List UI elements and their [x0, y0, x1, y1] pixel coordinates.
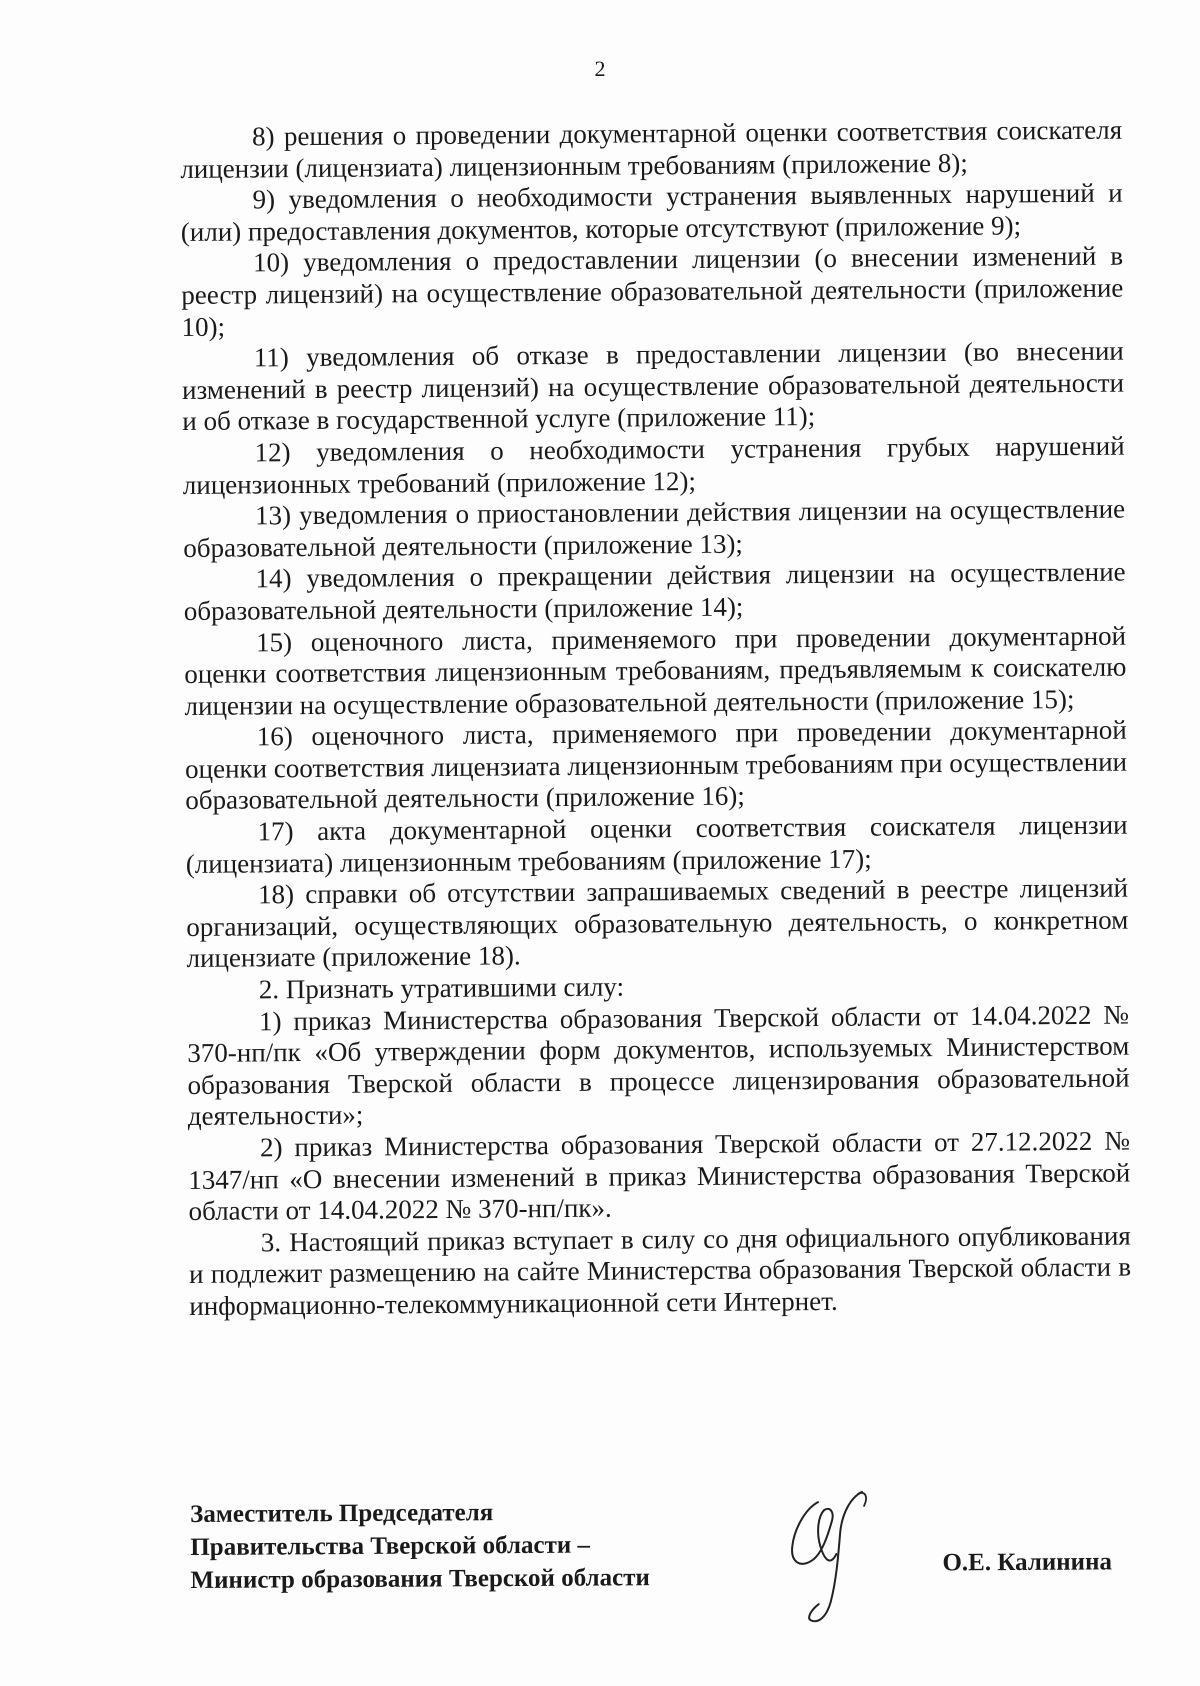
signatory-title — [190, 1495, 650, 1597]
signatory-title-line: Заместитель Председателя — [190, 1499, 494, 1528]
paragraph-repeal-1: 1) приказ Министерства образования Тверской области от 14.04.2022 № 370-нп/пк «Об утверждении форм документов, используемых Министерством образования Тверской области в процессе лицензирования образовательной деятельности»; — [187, 999, 1130, 1132]
paragraph-item-10: 10) уведомления о предоставлении лицензии (о внесении изменений в реестр лицензий) на осуществление образовательной деятельности (приложение 10); — [181, 240, 1124, 342]
paragraph-item-12: 12) уведомления о необходимости устранения грубых нарушений лицензионных требований (приложение 12); — [182, 430, 1125, 500]
page-number: 2 — [594, 56, 606, 81]
document-body — [180, 115, 1131, 1323]
paragraph-item-18: 18) справки об отсутствии запрашиваемых сведений в реестре лицензий организаций, осуществляющих образовательную деятельность, о конкретном лицензиате (приложение 18). — [186, 872, 1129, 974]
paragraph-item-15: 15) оценочного листа, применяемого при проведении документарной оценки соответствия лицензионным требованиям, предъявляемым к соискателю лицензии на осуществление образовательной деятельности (приложение 15); — [184, 620, 1127, 721]
paragraph-item-16: 16) оценочного листа, применяемого при проведении документарной оценки соответствия лицензиата лицензионным требованиям при осуществлении образовательной деятельности (приложение 16); — [184, 714, 1128, 816]
paragraph-item-8: 8) решения о проведении документарной оценки соответствия соискателя лицензии (лицензиата) лицензионным требованиям (приложение 8); — [180, 114, 1123, 184]
signature-block — [190, 1492, 1151, 1648]
paragraph-item-11: 11) уведомления об отказе в предоставлении лицензии (во внесении изменений в реестр лицензий) на осуществление образовательной деятельности и об отказе в государственной услуге (приложение 11); — [181, 335, 1125, 437]
paragraph-item-17: 17) акта документарной оценки соответствия соискателя лицензии (лицензиата) лицензионным требованиям (приложение 17); — [185, 809, 1128, 879]
signatory-title-line: Правительства Тверской области – — [190, 1531, 591, 1561]
handwritten-signature — [770, 1484, 901, 1635]
paragraph-section-3: 3. Настоящий приказ вступает в силу со дня официального опубликования и подлежит размещению на сайте Министерства образования Тверской области в информационно-телекоммуникационной сети Интернет. — [188, 1220, 1132, 1321]
paragraph-item-13: 13) уведомления о приостановлении действия лицензии на осуществление образовательной деятельности (приложение 13); — [183, 493, 1126, 563]
paragraph-repeal-2: 2) приказ Министерства образования Тверской области от 27.12.2022 № 1347/нп «О внесении изменений в приказ Министерства образования Тверской области от 14.04.2022 № 370-нп/пк». — [188, 1125, 1131, 1227]
paragraph-item-14: 14) уведомления о прекращении действия лицензии на осуществление образовательной деятельности (приложение 14); — [183, 556, 1126, 626]
signatory-title-line: Министр образования Тверской области — [190, 1564, 650, 1594]
paragraph-item-9: 9) уведомления о необходимости устранения выявленных нарушений и (или) предоставления документов, которые отсутствуют (приложение 9); — [180, 177, 1123, 247]
paragraph-section-2: 2. Признать утратившими силу: — [258, 971, 625, 1005]
signatory-name: О.Е. Калинина — [942, 1548, 1113, 1577]
